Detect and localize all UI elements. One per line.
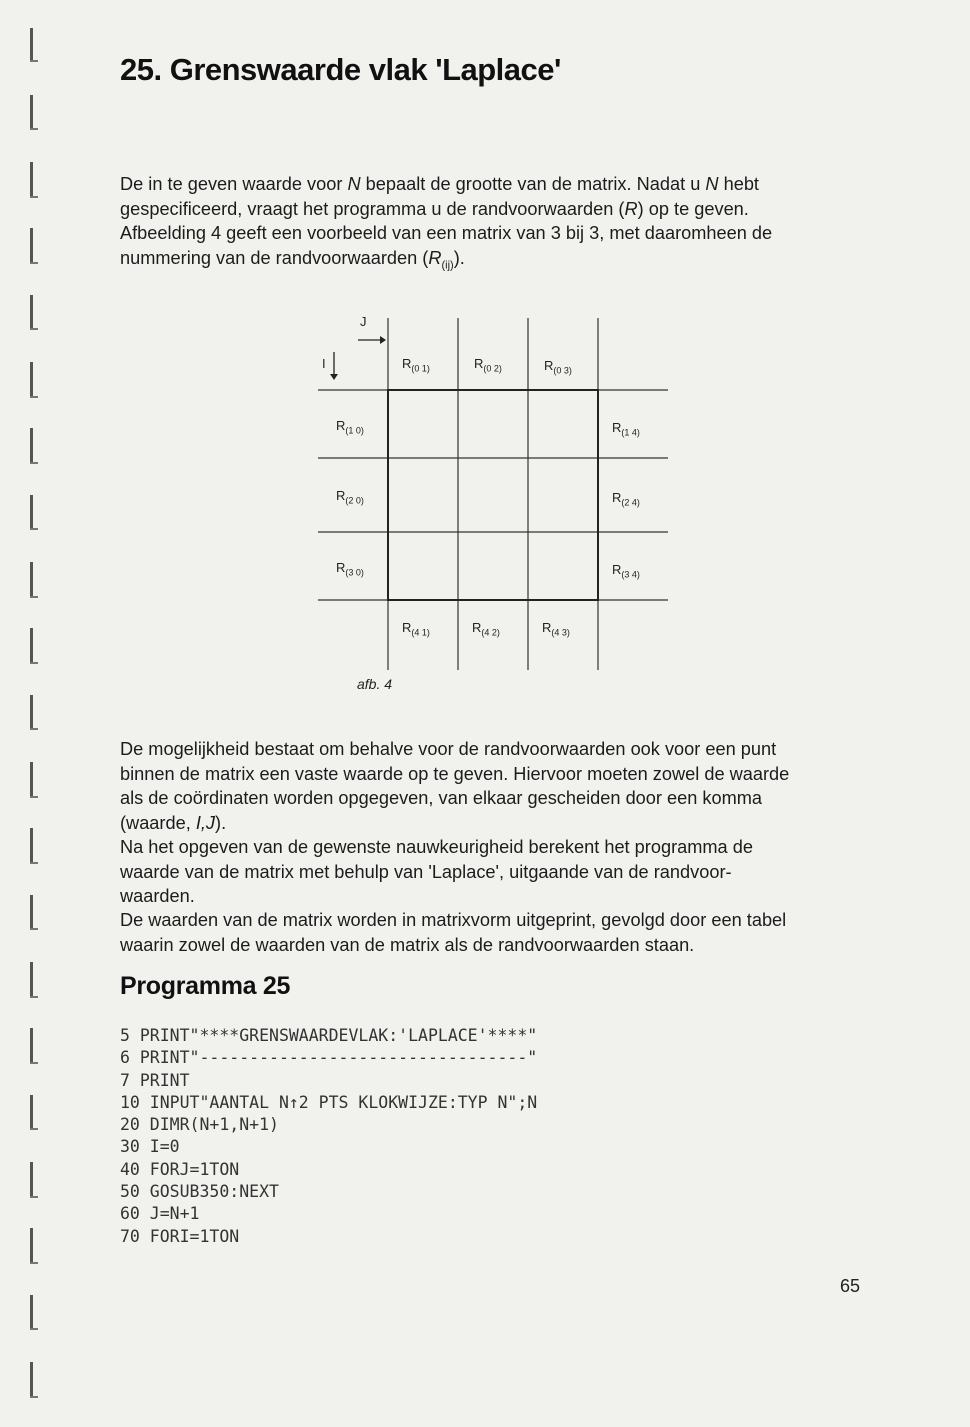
code-line: 60 J=N+1	[120, 1204, 200, 1224]
code-line: 10 INPUT"AANTAL N↑2 PTS KLOKWIJZE:TYP N";N	[120, 1092, 538, 1112]
axis-i-label: I	[322, 356, 326, 371]
label-r14: $R_{(1 4)}$	[612, 420, 640, 438]
code-line: 50 GOSUB350:NEXT	[120, 1182, 279, 1202]
label-r03: $R_{(0 3)}$	[544, 358, 572, 376]
program-heading: Programma 25	[120, 972, 291, 1000]
label-r41: $R_{(4 1)}$	[402, 620, 430, 638]
code-line: 70 FORI=1TON	[120, 1226, 240, 1246]
label-r34: $R_{(3 4)}$	[612, 562, 640, 580]
label-r20: $R_{(2 0)}$	[336, 488, 364, 506]
program-listing	[120, 1025, 537, 1248]
intro-paragraph: De in te geven waarde voor N bepaalt de grootte van de matrix. Nadat u N hebt gespecificeerd, vraagt het programma u de randvoorwaarden (R) op te geven. Afbeelding 4 geeft een voorbeeld van een matrix van 3 bij 3, met daaromheen de nummering van de randvoorwaarden $(R_{(ij)})$.	[120, 174, 773, 272]
figure-caption: afb. 4	[357, 676, 393, 692]
axis-j-label: J	[360, 314, 367, 329]
label-r01: $R_{(0 1)}$	[402, 356, 430, 374]
label-r24: $R_{(2 4)}$	[612, 490, 640, 508]
page-number: 65	[840, 1276, 861, 1296]
figure-matrix	[310, 310, 680, 700]
code-line: 40 FORJ=1TON	[120, 1159, 240, 1179]
code-line: 6 PRINT"---------------------------------"	[120, 1048, 538, 1068]
code-line: 5 PRINT"****GRENSWAARDEVLAK:'LAPLACE'****"	[120, 1026, 538, 1045]
code-line: 20 DIMR(N+1,N+1)	[120, 1115, 279, 1135]
label-r42: $R_{(4 2)}$	[472, 620, 500, 638]
body-paragraph-3: De waarden van de matrix worden in matrixvorm uitgeprint, gevolgd door een tabel waarin zowel de waarden van de matrix als de randvoorwaarden staan.	[120, 910, 787, 955]
label-r02: $R_{(0 2)}$	[474, 356, 502, 374]
code-line: 7 PRINT	[120, 1070, 190, 1090]
body-paragraph-1: De mogelijkheid bestaat om behalve voor de randvoorwaarden ook voor een punt binnen de matrix een vaste waarde op te geven. Hiervoor moeten zowel de waarde als de coördinaten worden opgegeven, van elkaar gescheiden door een komma (waarde, I,J).	[120, 739, 790, 833]
body-paragraph-2: Na het opgeven van de gewenste nauwkeurigheid berekent het programma de waarde van de matrix met behulp van 'Laplace', uitgaande van de randvoor- waarden.	[120, 837, 753, 906]
label-r30: $R_{(3 0)}$	[336, 560, 364, 578]
code-line: 30 I=0	[120, 1137, 180, 1157]
label-r10: $R_{(1 0)}$	[336, 418, 364, 436]
label-r43: $R_{(4 3)}$	[542, 620, 570, 638]
page-title: 25. Grenswaarde vlak 'Laplace'	[120, 52, 561, 87]
binding-margin	[0, 0, 40, 1427]
